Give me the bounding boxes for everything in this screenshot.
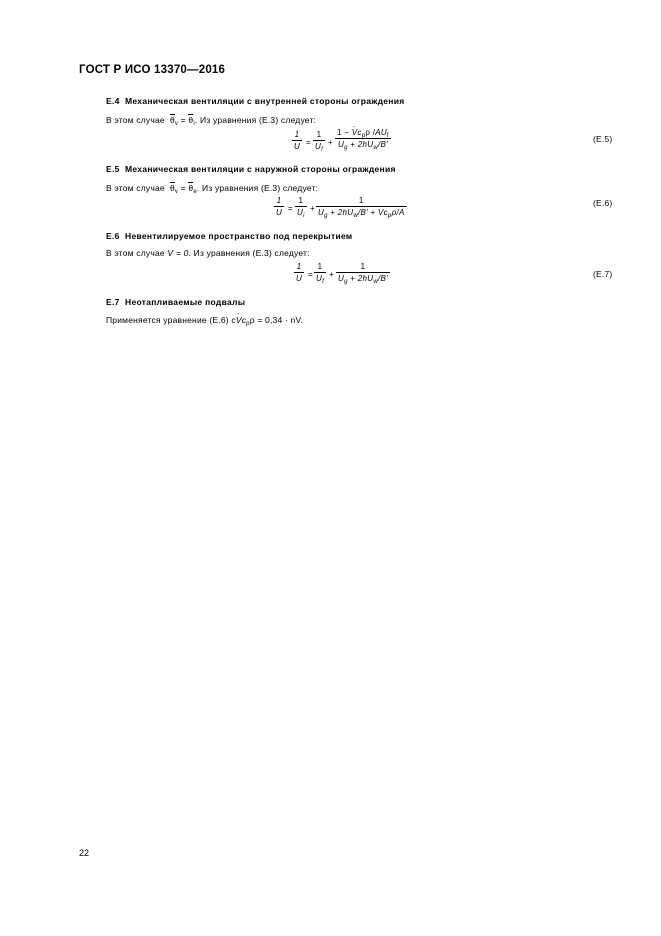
page-number: 22	[79, 848, 90, 858]
equation-e6: 1 U = 1 $U_i$ + 1 $U_g + 2hU_w/B'$ + · $Vc_p\rho/A$ (E.6)	[0, 194, 661, 224]
page-header: ГОСТ Р ИСО 13370—2016	[79, 64, 226, 76]
section-heading-e5: E.5 Механическая вентиляции с наружной стороны ограждения	[106, 164, 396, 174]
equation-e5: 1 U = 1 $U_f$ + 1 − · $Vc_p\rho$ $/AU_f$ $U_g + 2hU_w/B'$ (E.5)	[0, 128, 661, 158]
section-intro-e6: В этом случае V = 0. Из уравнения (E.3) следует:	[106, 248, 310, 258]
section-intro-e5: В этом случае $\theta_v = \theta_e$. Из уравнения (E.3) следует:	[106, 183, 319, 195]
section-text-e7: Применяется уравнение (E.6) $с\cdot Vc_p\rho = 0,34$ · nV.	[106, 315, 303, 325]
section-heading-e4: E.4 Механическая вентиляции с внутренней стороны ограждения	[106, 96, 405, 106]
section-heading-e6: E.6 Невентилируемое пространство под перекрытием	[106, 231, 353, 241]
equation-e7: 1 U = 1 $U_f$ + 1 $U_g + 2hU_w/B'$ (E.7)	[296, 262, 613, 285]
section-heading-e7: E.7 Неотапливаемые подвалы	[106, 297, 246, 307]
section-intro-e4: В этом случае $\theta_v = \theta_i$. Из уравнения (E.3) следует:	[106, 115, 317, 127]
overline-theta-i: θ	[188, 115, 194, 125]
overline-theta-v: θ	[169, 115, 175, 125]
